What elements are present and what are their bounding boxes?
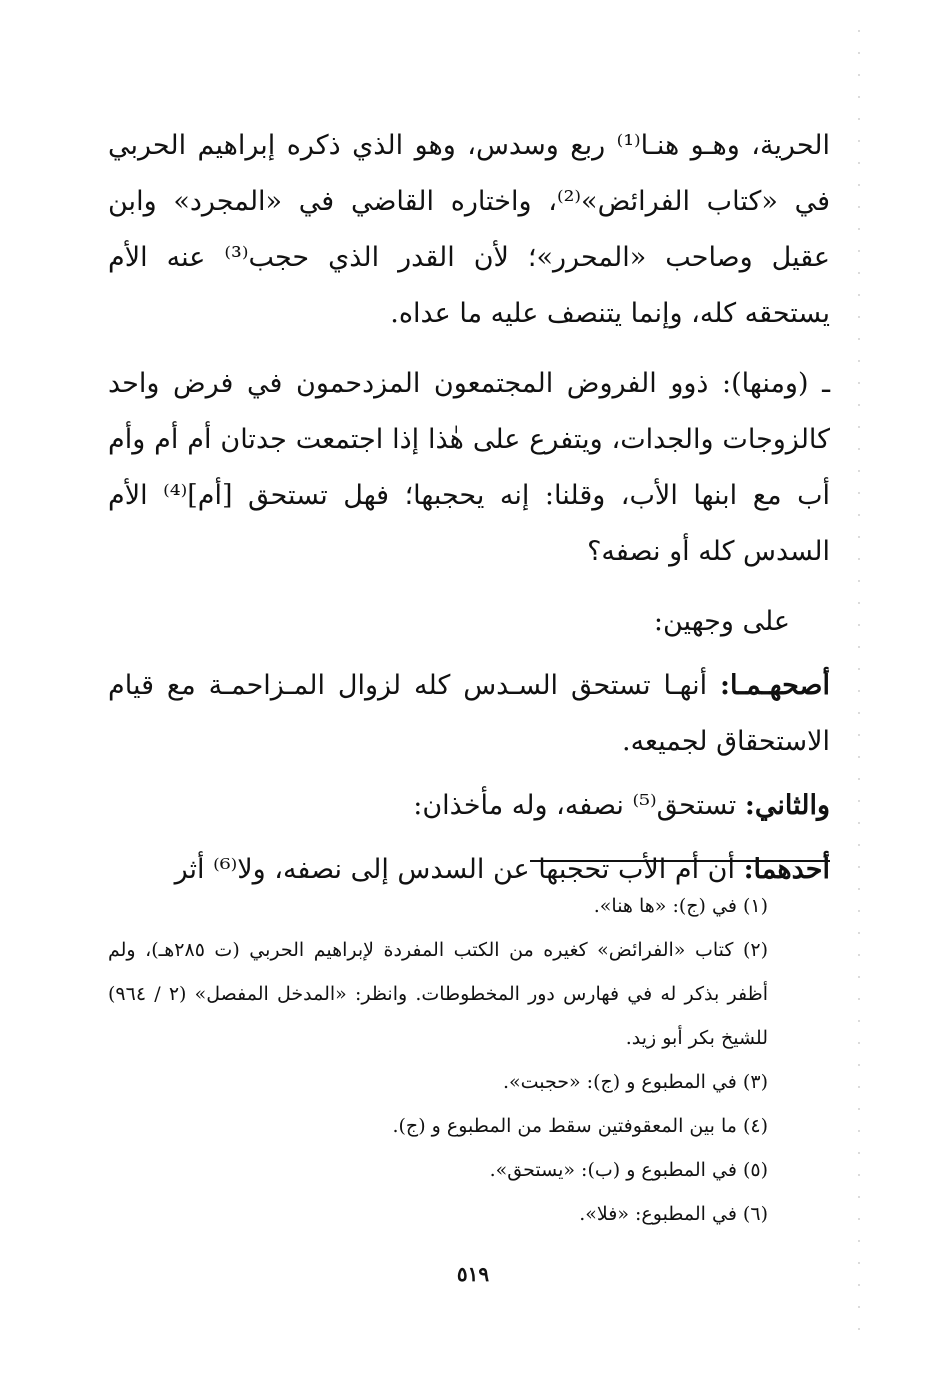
second-view-text: تستحق⁽⁵⁾ نصفه، وله مأخذان: <box>413 790 737 821</box>
footnote-3: (٣) في المطبوع و (ج): «حجبت». <box>502 1071 768 1093</box>
lead-first: أصحهـمـا: <box>720 670 830 701</box>
footnote-5: (٥) في المطبوع و (ب): «يستحق». <box>489 1159 768 1181</box>
footnote-6: (٦) في المطبوع: «فلا». <box>579 1203 768 1225</box>
footnote-2: (٢) كتاب «الفرائض» كغيره من الكتب المفردة لإبراهيم الحربي (ت ٢٨٥هـ)، ولم أظفر بذكر له في فهارس دور المخطوطات. وانظر: «المدخل المفصل» (٢ / ٩٦٤) للشيخ بكر أبو زيد. <box>108 939 768 1049</box>
paragraph-second-view <box>108 778 830 834</box>
paragraph-2: ـ (ومنها): ذوو الفروض المجتمعون المزدحمون في فرض واحد كالزوجات والجدات، ويتفرع على هٰذا إذا اجتمعت جدتان أم أم وأم أب مع ابنها الأب، وقلنا: إنه يحجبها؛ فهل تستحق [أم]⁽⁴⁾ الأم السدس كله أو نصفه؟ <box>108 368 830 567</box>
footnote-divider <box>530 860 830 862</box>
paragraph-1: الحرية، وهـو هنـا⁽¹⁾ ربع وسدس، وهو الذي ذكره إبراهيم الحربي في «كتاب الفرائض»⁽²⁾، واختاره القاضي في «المجرد» وابن عقيل وصاحب «المحرر»؛ لأن القدر الذي حجب⁽³⁾ عنه الأم يستحقه كله، وإنما يتنصف عليه ما عداه. <box>108 130 830 329</box>
first-view-text: أنهـا تستحق السـدس كله لزوال المـزاحمـة مع قيام الاستحقاق لجميعه. <box>108 670 830 757</box>
scan-edge-dots <box>858 20 860 1340</box>
footnotes <box>108 884 808 1236</box>
page-number: ٥١٩ <box>456 1262 490 1286</box>
footnote-1: (١) في (ج): «ها هنا». <box>593 895 768 917</box>
main-text <box>108 118 830 898</box>
footnote-4: (٤) ما بين المعقوفتين سقط من المطبوع و (ج). <box>392 1115 768 1137</box>
paragraph-first-view <box>108 658 830 770</box>
paragraph-3: على وجهين: <box>653 606 790 637</box>
lead-one-of-them: أحدهما: <box>743 854 830 885</box>
lead-second: والثاني: <box>744 790 830 821</box>
one-of-them-text: أن أم الأب تحجبها عن السدس إلى نصفه، ولا⁽⁶⁾ أثر <box>174 854 735 885</box>
